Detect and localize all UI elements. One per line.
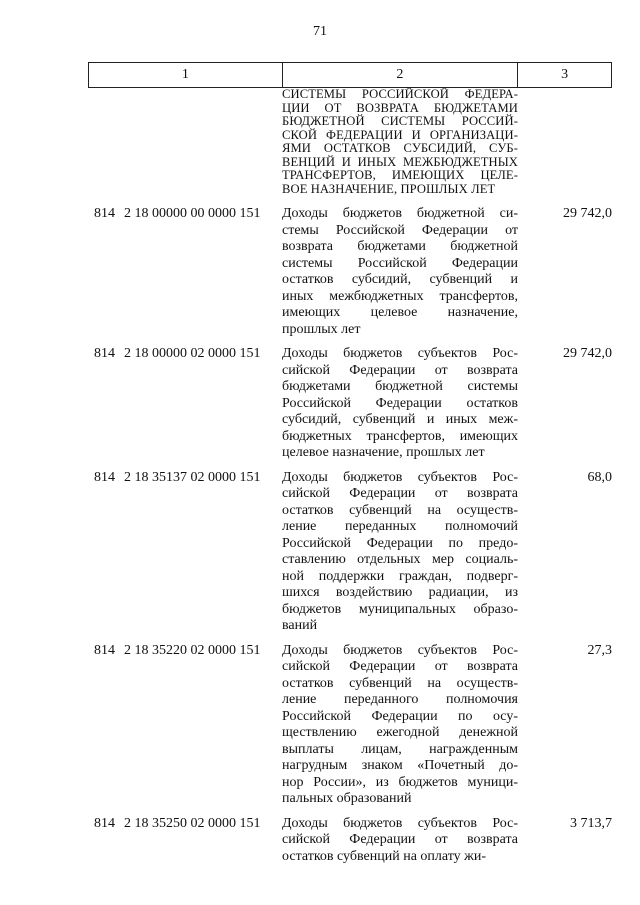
description-line: ставлению отдельных мер социаль- xyxy=(282,552,518,567)
admin-code: 814 xyxy=(94,815,115,831)
income-description xyxy=(282,643,518,808)
description-line: бюджетов муниципальных образо- xyxy=(282,601,518,617)
description-line: ление переданных полномочий xyxy=(282,519,518,534)
table-row xyxy=(88,643,612,808)
continued-description-line: СИСТЕМЫ РОССИЙСКОЙ ФЕДЕРА- xyxy=(282,87,518,101)
description-line: бюджетных трансфертов, имеющих xyxy=(282,428,518,444)
description-line: шихся воздействию радиации, из xyxy=(282,585,518,600)
classification-code: 2 18 00000 00 0000 151 xyxy=(124,206,261,221)
continued-description-line: ЯМИ ОСТАТКОВ СУБСИДИЙ, СУБ- xyxy=(282,141,518,155)
budget-code xyxy=(88,206,282,338)
description-line: иных межбюджетных трансфертов, xyxy=(282,288,518,304)
description-line: сийской Федерации от возврата xyxy=(282,362,518,378)
budget-code xyxy=(88,643,282,808)
budget-code xyxy=(88,816,282,866)
page-number: 71 xyxy=(313,24,327,39)
table-row xyxy=(88,346,612,462)
amount: 27,3 xyxy=(587,642,612,658)
amount: 3 713,7 xyxy=(570,815,612,831)
budget-code xyxy=(88,470,282,635)
continued-description-line: СКОЙ ФЕДЕРАЦИИ И ОРГАНИЗАЦИ- xyxy=(282,127,518,142)
description-line: Доходы бюджетов бюджетной си- xyxy=(282,206,518,221)
description-line: нагрудным знаком «Почетный до- xyxy=(282,758,518,773)
classification-code: 2 18 00000 02 0000 151 xyxy=(124,346,261,361)
admin-code: 814 xyxy=(94,642,115,658)
admin-code: 814 xyxy=(94,346,115,361)
description-line: ление переданного полномочия xyxy=(282,692,518,707)
continued-description-line: ВОЕ НАЗНАЧЕНИЕ, ПРОШЛЫХ ЛЕТ xyxy=(282,181,496,196)
description-line: Российской Федерации по осу- xyxy=(282,708,518,724)
amount: 68,0 xyxy=(587,469,612,485)
description-line: Доходы бюджетов субъектов Рос- xyxy=(282,815,518,831)
description-line: прошлых лет xyxy=(282,321,361,337)
description-line: Доходы бюджетов субъектов Рос- xyxy=(282,642,518,658)
description-line: выплаты лицам, награжденным xyxy=(282,741,518,757)
income-description xyxy=(282,816,518,866)
continued-description xyxy=(282,88,518,196)
description-line: остатков субсидий, субвенций и xyxy=(282,272,518,287)
description-line: возврата бюджетами бюджетной xyxy=(282,239,518,254)
description-line: Доходы бюджетов субъектов Рос- xyxy=(282,346,518,361)
amount: 29 742,0 xyxy=(563,346,612,361)
description-line: остатков субвенций на оплату жи- xyxy=(282,848,486,864)
column-3-header: 3 xyxy=(518,63,612,88)
description-line: остатков субвенций на осуществ- xyxy=(282,675,518,691)
description-line: стемы Российской Федерации от xyxy=(282,222,518,238)
description-line: сийской Федерации от возврата xyxy=(282,832,518,847)
table-row xyxy=(88,816,612,866)
description-line: Доходы бюджетов субъектов Рос- xyxy=(282,469,518,485)
column-1-header: 1 xyxy=(89,63,283,88)
income-description xyxy=(282,206,518,338)
description-line: Российской Федерации по предо- xyxy=(282,535,518,551)
description-line: системы Российской Федерации xyxy=(282,255,518,271)
table-header xyxy=(88,62,612,88)
income-description xyxy=(282,470,518,635)
table-body xyxy=(88,88,612,865)
classification-code: 2 18 35250 02 0000 151 xyxy=(124,815,261,831)
income-description xyxy=(282,346,518,462)
description-line: остатков субвенций на осуществ- xyxy=(282,502,518,518)
admin-code: 814 xyxy=(94,206,115,221)
budget-code xyxy=(88,346,282,462)
description-line: сийской Федерации от возврата xyxy=(282,659,518,674)
description-line: ной поддержки граждан, подверг- xyxy=(282,568,518,584)
continued-description-line: БЮДЖЕТНОЙ СИСТЕМЫ РОССИЙ- xyxy=(282,114,518,128)
classification-code: 2 18 35220 02 0000 151 xyxy=(124,642,261,658)
description-line: ваний xyxy=(282,618,318,633)
description-line: сийской Федерации от возврата xyxy=(282,486,518,501)
continued-description-line: ВЕНЦИЙ И ИНЫХ МЕЖБЮДЖЕТНЫХ xyxy=(282,154,518,169)
table-row xyxy=(88,206,612,338)
continued-description-line: ТРАНСФЕРТОВ, ИМЕЮЩИХ ЦЕЛЕ- xyxy=(282,168,518,182)
description-line: целевое назначение, прошлых лет xyxy=(282,445,485,460)
description-line: нор России», из бюджетов муници- xyxy=(282,774,518,790)
table-row xyxy=(88,470,612,635)
description-line: Российской Федерации остатков xyxy=(282,395,518,411)
column-2-header: 2 xyxy=(282,63,518,88)
description-line: имеющих целевое назначение, xyxy=(282,305,518,320)
admin-code: 814 xyxy=(94,469,115,485)
classification-code: 2 18 35137 02 0000 151 xyxy=(124,469,261,485)
description-line: ществлению ежегодной денежной xyxy=(282,725,518,740)
description-line: пальных образований xyxy=(282,791,412,806)
amount: 29 742,0 xyxy=(563,206,612,221)
description-line: субсидий, субвенций и иных меж- xyxy=(282,412,518,427)
description-line: бюджетами бюджетной системы xyxy=(282,379,518,394)
continued-description-line: ЦИИ ОТ ВОЗВРАТА БЮДЖЕТАМИ xyxy=(282,100,518,115)
